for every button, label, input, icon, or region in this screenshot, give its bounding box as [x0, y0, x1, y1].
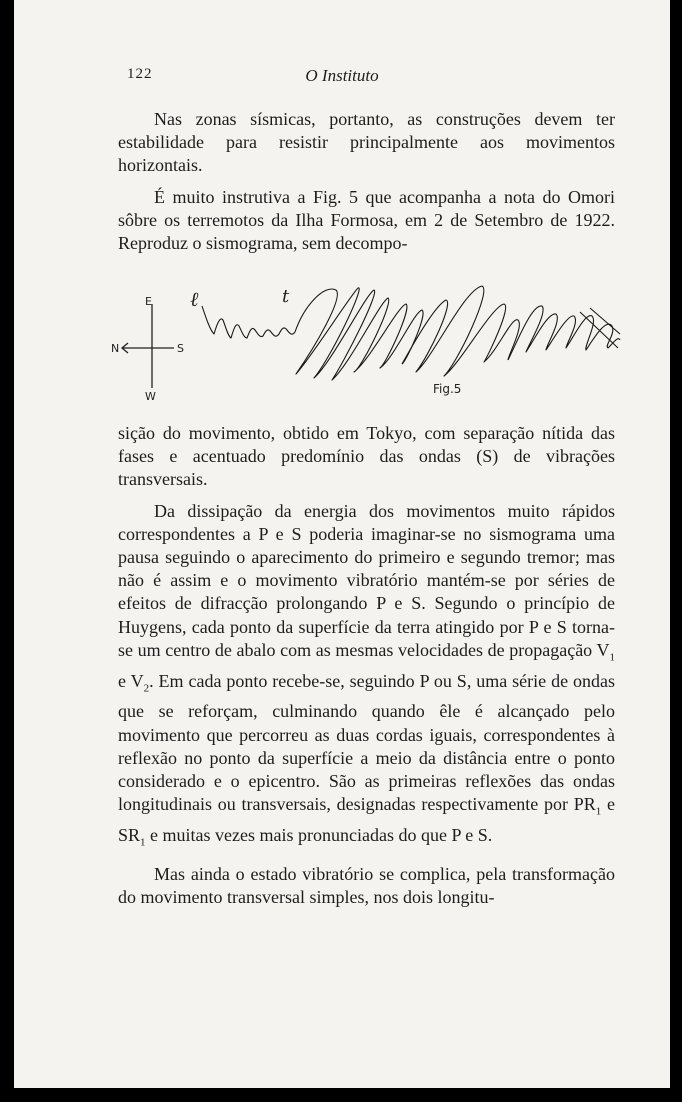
compass-west-label: W [145, 390, 156, 403]
text-run: . Em cada ponto recebe-se, seguindo P ou S, uma série de ondas que se reforçam, culminando quando êle é alcançado pelo movimento que percorreu as duas cordas iguais, correspondentes à reflexão no ponto da superfície a meio da distância entre o ponto considerado e o epicentro. São as primeiras reflexões das ondas longitudinais ou transversais, designadas respectivamente por PR [118, 670, 615, 815]
compass-rose [122, 304, 174, 388]
paragraph [118, 500, 615, 855]
figure-caption: Fig.5 [433, 382, 462, 396]
text-run: Da dissipação da energia dos movimentos muito rápidos correspondentes a P e S poderia imaginar-se no sismograma uma pausa seguindo o aparecimento do primeiro e segundo tremor; mas não é assim e o movimento vibratório mantém-se por séries de efeitos de difracção prolongando P e S. Segundo o princípio de Huygens, cada ponto da superfície da terra atingido por P e S torna-se um centro de abalo com as mesmas velocidades de propagação V [118, 500, 615, 660]
text-block-top [118, 108, 615, 255]
subscript: 1 [140, 836, 146, 849]
paragraph-continuation: sição do movimento, obtido em Tokyo, com separação nítida das fases e acentuado predomínio das ondas (S) de vibrações transversais. [118, 423, 615, 490]
compass-east-label: E [145, 295, 152, 308]
subscript: 1 [609, 651, 615, 664]
compass-south-label: S [177, 342, 184, 355]
paragraph: Nas zonas sísmicas, portanto, as construções devem ter estabilidade para resistir principalmente aos movimentos horizontais. [118, 109, 615, 176]
text-run: e muitas vezes mais pronunciadas do que P e S. [145, 825, 493, 846]
page [14, 0, 670, 1088]
subscript: 2 [143, 682, 150, 695]
seismogram-svg [14, 276, 670, 406]
phase-mark-t: t [282, 286, 290, 307]
running-title: O Instituto [305, 66, 379, 85]
subscript: 1 [595, 805, 602, 818]
page-header [14, 66, 670, 90]
compass-north-label: N [111, 342, 120, 355]
seismogram-figure [14, 276, 670, 406]
seismogram-trace [202, 286, 620, 380]
paragraph: Mas ainda o estado vibratório se complica, pela transformação do movimento transversal simples, nos dois longitu- [118, 863, 615, 908]
phase-mark-l: ℓ [190, 287, 199, 311]
text-run: e V [118, 670, 144, 691]
paragraph: É muito instrutiva a Fig. 5 que acompanha a nota do Omori sôbre os terremotos da Ilha Formosa, em 2 de Setembro de 1922. Reproduz o sismograma, sem decompo- [118, 186, 615, 254]
text-block-bottom [118, 422, 615, 909]
text-run: e SR [118, 794, 615, 846]
page-number: 122 [127, 66, 153, 82]
